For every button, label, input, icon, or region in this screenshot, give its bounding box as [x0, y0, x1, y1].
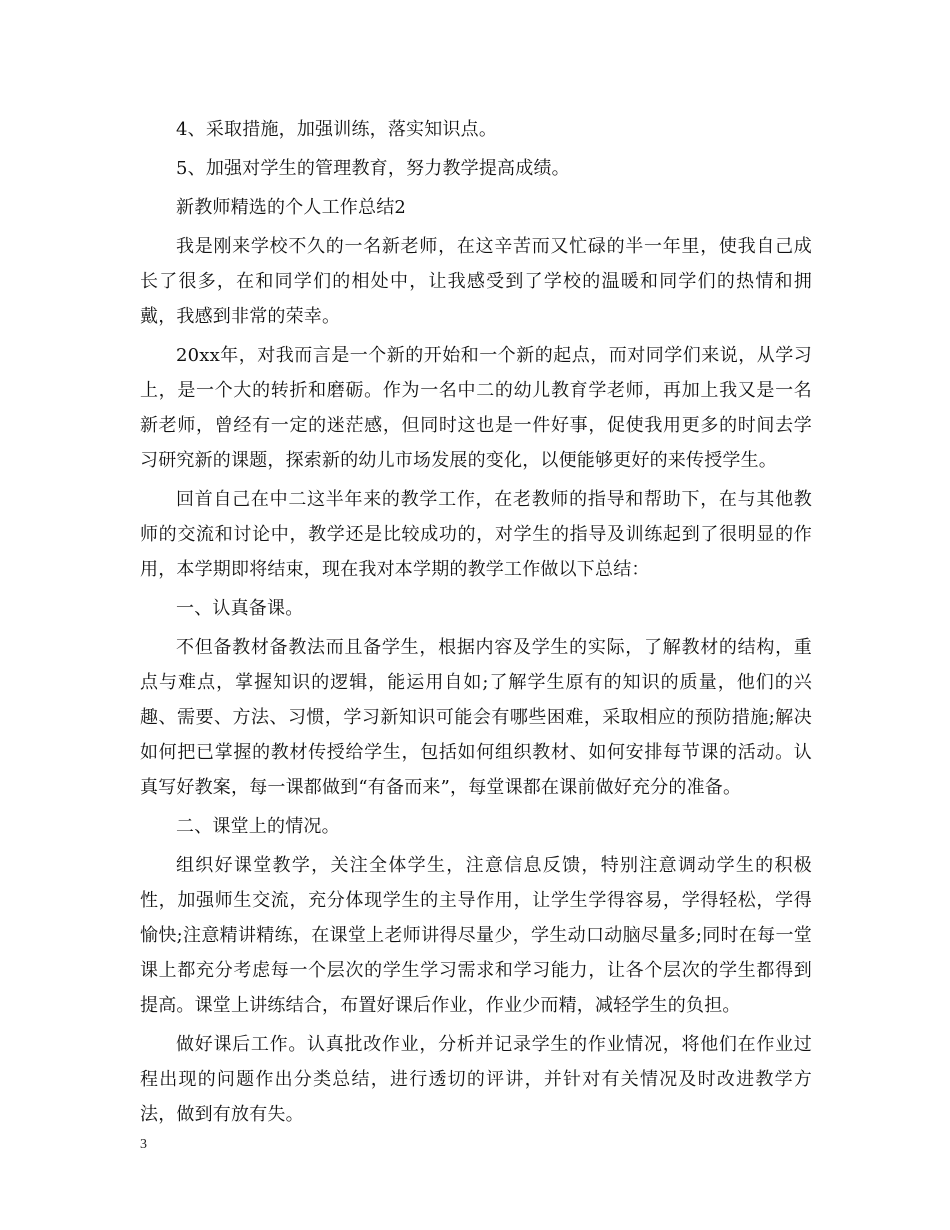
paragraph-intro: 我是刚来学校不久的一名新老师，在这辛苦而又忙碌的半一年里，使我自己成长了很多，在和同学们的相处中，让我感受到了学校的温暖和同学们的热情和拥戴，我感到非常的荣幸。	[140, 236, 812, 327]
section-title: 新教师精选的个人工作总结2	[176, 197, 407, 218]
paragraph-review: 回首自己在中二这半年来的教学工作，在老教师的指导和帮助下，在与其他教师的交流和讨论中，教学还是比较成功的，对学生的指导及训练起到了很明显的作用，本学期即将结束，现在我对本学期的教学工作做以下总结：	[140, 489, 812, 580]
heading-prepare-lessons: 一、认真备课。	[176, 598, 304, 619]
paragraph-new-start: 20xx年，对我而言是一个新的开始和一个新的起点，而对同学们来说，从学习上，是一个大的转折和磨砺。作为一名中二的幼儿教育学老师，再加上我又是一名新老师，曾经有一定的迷茫感，但同时这也是一件好事，促使我用更多的时间去学习研究新的课题，探索新的幼儿市场发展的变化，以便能够更好的来传授学生。	[140, 345, 812, 471]
paragraph-classroom: 组织好课堂教学，关注全体学生，注意信息反馈，特别注意调动学生的积极性，加强师生交流，充分体现学生的主导作用，让学生学得容易，学得轻松，学得愉快;注意精讲精练，在课堂上老师讲得尽量少，学生动口动脑尽量多;同时在每一堂课上都充分考虑每一个层次的学生学习需求和学习能力，让各个层次的学生都得到提高。课堂上讲练结合，布置好课后作业，作业少而精，减轻学生的负担。	[140, 855, 812, 1016]
paragraph-prepare-lessons: 不但备教材备教法而且备学生，根据内容及学生的实际，了解教材的结构，重点与难点，掌握知识的逻辑，能运用自如;了解学生原有的知识的质量，他们的兴趣、需要、方法、习惯，学习新知识可能会有哪些困难，采取相应的预防措施;解决如何把已掌握的教材传授给学生，包括如何组织教材、如何安排每节课的活动。认真写好教案，每一课都做到“有备而来”，每堂课都在课前做好充分的准备。	[140, 637, 812, 798]
page-number: 3	[140, 1137, 147, 1152]
heading-classroom: 二、课堂上的情况。	[176, 816, 340, 837]
paragraph-after-class: 做好课后工作。认真批改作业，分析并记录学生的作业情况，将他们在作业过程出现的问题作出分类总结，进行透切的评讲，并针对有关情况及时改进教学方法，做到有放有失。	[140, 1034, 812, 1125]
paragraph-list-item-4: 4、采取措施，加强训练，落实知识点。	[176, 119, 498, 140]
document-body	[140, 112, 812, 1136]
paragraph-list-item-5: 5、加强对学生的管理教育，努力教学提高成绩。	[176, 158, 570, 179]
